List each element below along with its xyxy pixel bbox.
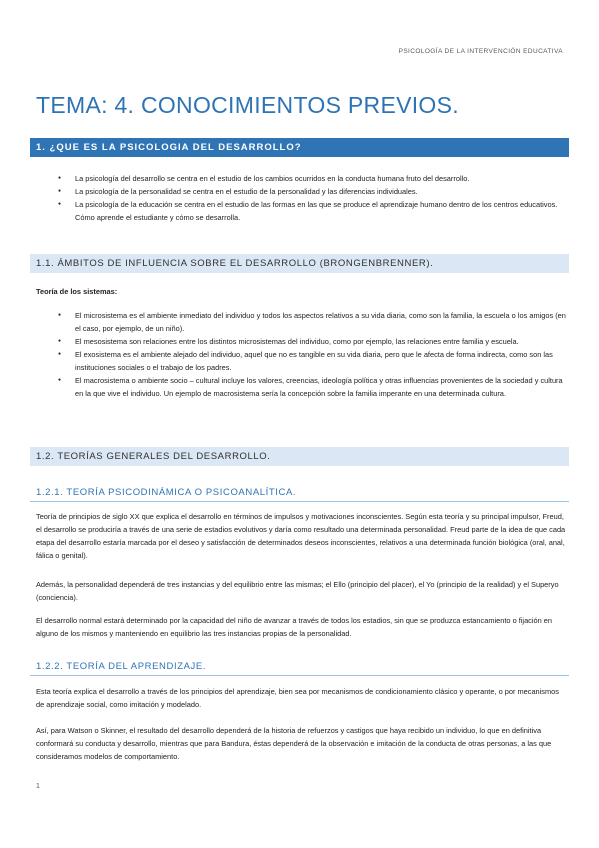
section-1-bullet-list bbox=[58, 172, 566, 224]
section-1-heading: 1. ¿QUE ES LA PSICOLOGIA DEL DESARROLLO? bbox=[30, 138, 569, 157]
paragraph: El desarrollo normal estará determinado por la capacidad del niño de avanzar a través de todos los estadios, sin que se produzca estancamiento o fijación en alguno de los mismos y manteniendo en equilibrio las tres instancias propias de la personalidad. bbox=[36, 616, 553, 638]
list-item: ● El mesosistema son relaciones entre los distintos microsistemas del individuo, como por ejemplo, las relaciones entre familia y escuela. bbox=[58, 335, 566, 348]
list-item: ● El macrosistema o ambiente socio – cultural incluye los valores, creencias, ideología política y otras influencias provenientes de la sociedad y cultura en la que vive el individuo. Un ejemplo de macrosistema sería la concepción sobre la familia imperante en una determinada cultura. bbox=[58, 374, 566, 400]
document-title: TEMA: 4. CONOCIMIENTOS PREVIOS. bbox=[36, 92, 459, 118]
theory-label: Teoría de los sistemas: bbox=[36, 287, 118, 296]
section-1-2-2-heading: 1.2.2. TEORÍA DEL APRENDIZAJE. bbox=[30, 658, 569, 676]
list-item: ● La psicología de la personalidad se centra en el estudio de la personalidad y las diferencias individuales. bbox=[58, 185, 566, 198]
running-header: PSICOLOGÍA DE LA INTERVENCIÓN EDUCATIVA bbox=[398, 48, 563, 55]
list-item: ● La psicología de la educación se centra en el estudio de las formas en las que se produce el aprendizaje humano dentro de los centros educativos. Cómo aprende el estudiante y cómo se desarrolla. bbox=[58, 198, 566, 224]
section-1-1-bullet-list bbox=[58, 309, 566, 400]
paragraph: Esta teoría explica el desarrollo a través de los principios del aprendizaje, bien sea por mecanismos de condicionamiento clásico y operante, o por mecanismos de aprendizaje social, como imitación y modelado. bbox=[36, 687, 559, 709]
list-item: ● El exosistema es el ambiente alejado del individuo, aquel que no es tangible en su vida diaria, pero que le afecta de forma indirecta, como son las instituciones sociales o el trabajo de los padres. bbox=[58, 348, 566, 374]
section-1-2-heading: 1.2. TEORÍAS GENERALES DEL DESARROLLO. bbox=[30, 447, 569, 466]
page-number: 1 bbox=[36, 783, 40, 790]
paragraph: Además, la personalidad dependerá de tres instancias y del equilibrio entre las mismas; el Ello (principio del placer), el Yo (principio de la realidad) y el Superyo (conciencia). bbox=[36, 580, 559, 602]
list-item: ● La psicología del desarrollo se centra en el estudio de los cambios ocurridos en la conducta humana fruto del desarrollo. bbox=[58, 172, 566, 185]
paragraph: Teoría de principios de siglo XX que explica el desarrollo en términos de impulsos y motivaciones inconscientes. Según esta teoría y su principal impulsor, Freud, el desarrollo se produciría a través de una serie de estadios evolutivos y daría como resultado una determinada personalidad. Freud parte de la idea de que cada etapa del desarrollo estaría marcada por el deseo y satisfacción de determinados deseos inconscientes, relativos a una determinada función biológica (oral, anal, fálica o genital). bbox=[36, 512, 566, 560]
paragraph: Así, para Watson o Skinner, el resultado del desarrollo dependerá de la historia de refuerzos y castigos que haya recibido un individuo, lo que en definitiva conformará su conducta y desarrollo, mientras que para Bandura, éstas dependerá de la observación e imitación de la conducta de otras personas, a las que consideramos modelos de comportamiento. bbox=[36, 726, 552, 761]
section-1-1-heading: 1.1. ÁMBITOS DE INFLUENCIA SOBRE EL DESARROLLO (BRONGENBRENNER). bbox=[30, 254, 569, 273]
section-1-2-1-heading: 1.2.1. TEORÍA PSICODINÁMICA O PSICOANALÍTICA. bbox=[30, 484, 569, 502]
list-item: ● El microsistema es el ambiente inmediato del individuo y todos los aspectos relativos a su vida diaria, como son la familia, la escuela o los amigos (en el caso, por ejemplo, de un niño). bbox=[58, 309, 566, 335]
